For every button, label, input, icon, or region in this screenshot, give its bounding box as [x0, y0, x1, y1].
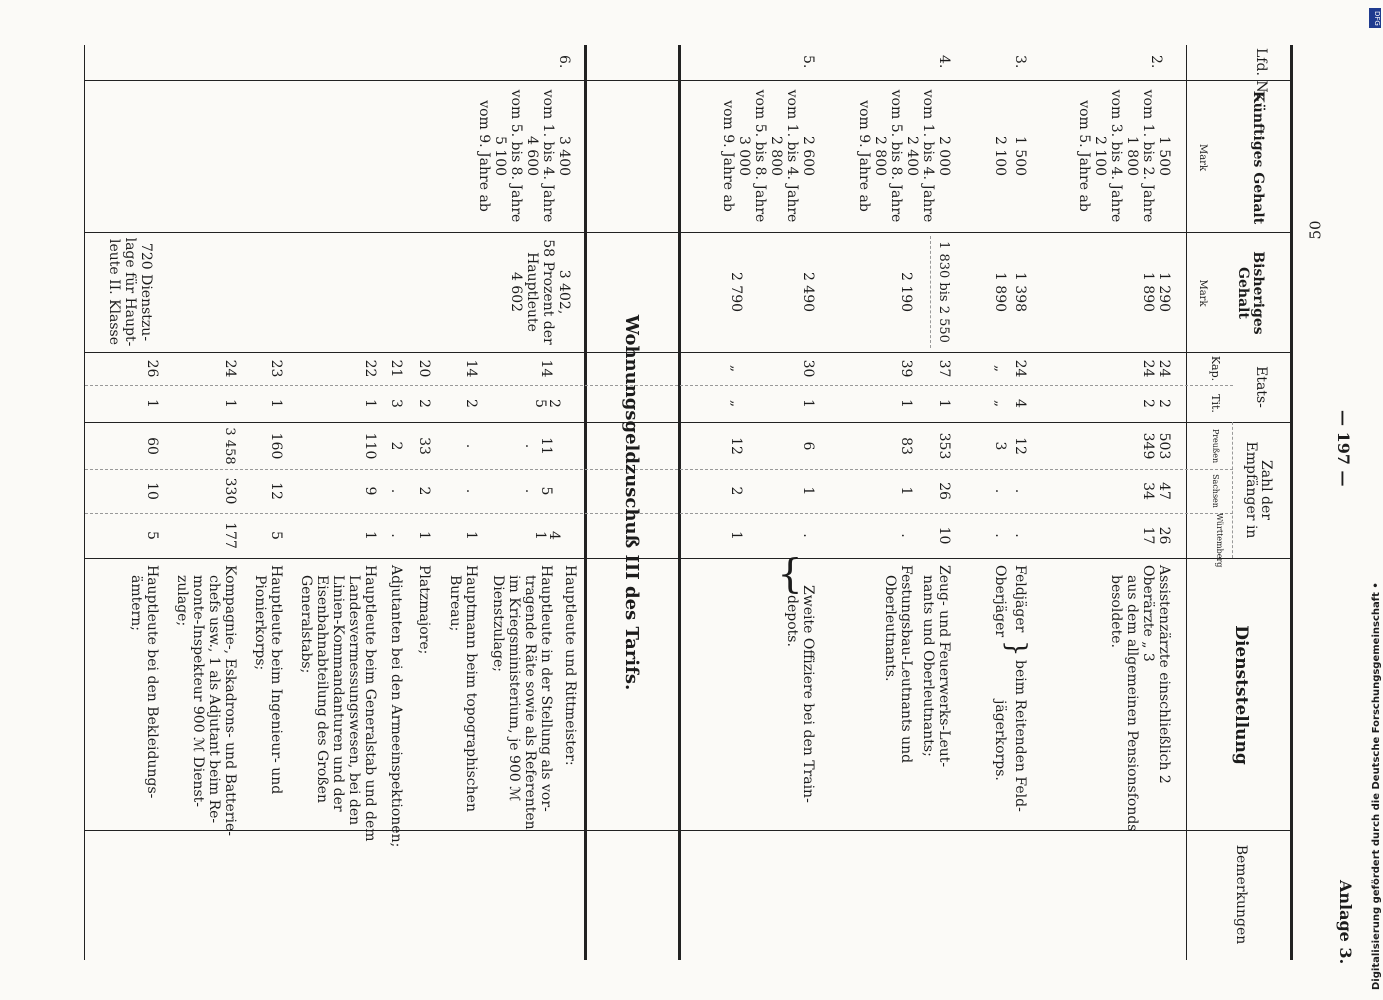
row-2-future-3: 1 800: [1124, 135, 1140, 177]
row-6-tit-5: 3: [388, 399, 404, 408]
page-number: — 197 —: [1334, 410, 1353, 487]
header-wuerttemberg: Württemberg: [1215, 513, 1224, 568]
dfg-logo: DFG: [1369, 8, 1381, 28]
row-6-wu-7: 5: [268, 531, 284, 540]
row-2-pos-1: Assistenzärzte einschließlich 2: [1156, 565, 1172, 784]
row-6-future-3: 4 600: [524, 135, 540, 177]
row-4-wu-2: .: [898, 533, 914, 538]
row-5-prev-2: 2 790: [728, 271, 744, 313]
col-sep-future: [85, 232, 1293, 233]
row-5-brace: {: [777, 551, 803, 598]
row-4-wu-1: 10: [936, 526, 952, 545]
row-3-sa-2: .: [992, 488, 1008, 494]
row-2-future-4: vom 3. bis 4. Jahre: [1108, 89, 1124, 223]
row-6-pos-20: zulage;: [174, 575, 190, 627]
digitization-note: Digitalisierung gefördert durch die Deutsche Forschungsgemeinschaft •: [1371, 582, 1382, 990]
row-3-kap-1: 24: [1012, 359, 1028, 378]
col-sep-etats: [85, 422, 1293, 423]
row-6-prev-extra-3: leute II. Klasse: [106, 238, 122, 346]
row-3-nr: 3.: [1012, 55, 1028, 69]
table-bottom-rule: [84, 45, 85, 960]
row-3-tit-2: „: [992, 399, 1008, 408]
footer-page-number: 50: [1306, 220, 1325, 240]
row-4-future-6: vom 9. Jahre ab: [856, 100, 872, 212]
row-5-prev-1: 2 490: [800, 271, 816, 313]
row-6-future-2: vom 1. bis 4. Jahre: [540, 89, 556, 223]
row-5-pos-2: depots.: [784, 595, 800, 647]
row-3-pr-2: 3: [992, 441, 1008, 451]
row-3-brace: }: [1001, 640, 1031, 657]
row-2-tit-1: 2: [1156, 399, 1172, 408]
row-4-prev-divider: [930, 236, 931, 348]
row-6-pr-2: .: [522, 443, 538, 449]
row-6-kap-1: 14: [538, 359, 554, 378]
row-6-kap-2: 14: [463, 359, 479, 378]
row-5-tit-1: 1: [800, 399, 816, 408]
row-6-pos-21: Hauptleute bei den Bekleidungs-: [144, 565, 160, 799]
row-5-kap-1: 30: [800, 359, 816, 378]
row-4-pos-1: Zeug- und Feuerwerks-Leut-: [936, 565, 952, 768]
row-5-pr-2: 12: [728, 437, 744, 455]
row-6-future-4: vom 5. bis 8. Jahre: [508, 89, 524, 223]
row-6-sa-2: .: [522, 488, 538, 494]
row-6-sa-9: 10: [144, 482, 160, 500]
row-2-pos-3: aus dem allgemeinen Pensionsfonds: [1124, 575, 1140, 832]
row-6-wu-1: 4: [546, 531, 562, 540]
row-6-pos-3: tragende Räte sowie als Referenten: [522, 575, 538, 830]
header-etats: Etats-: [1253, 366, 1269, 408]
row-3-wu-1: .: [1012, 533, 1028, 538]
row-6-prev-2: 58 Prozent der: [540, 239, 556, 345]
row-6-pr-1: 11: [538, 437, 554, 455]
header-position: Dienststellung: [1231, 625, 1251, 765]
row-6-wu-9: 5: [144, 531, 160, 540]
row-5-tit-2: „: [728, 399, 744, 408]
header-future-unit: Mark: [1197, 143, 1208, 172]
row-5-pr-1: 6: [800, 441, 816, 451]
row-2-pos-4: besoldete.: [1108, 575, 1124, 648]
row-2-prev-2: 1 890: [1140, 271, 1156, 313]
row-6-pos-18: chefs usw., 1 als Adjutant beim Re-: [206, 575, 222, 824]
row-6-pos-4: im Kriegsministerium, je 900 ℳ: [506, 575, 522, 802]
row-6-pos-22: ämtern;: [128, 575, 144, 631]
row-6-pr-4: 33: [416, 437, 432, 455]
row-6-pos-11: Landesvermessungswesen, bei den: [346, 575, 362, 826]
header-recipients: Zahl der Empfänger in: [1243, 441, 1274, 539]
row-5-kap-2: „: [728, 364, 744, 373]
row-6-tit-8: 1: [222, 399, 238, 408]
row-3-kap-2: „: [992, 364, 1008, 373]
row-6-nr: 6.: [556, 55, 572, 69]
header-previous-unit: Mark: [1197, 279, 1208, 307]
row-6-future-6: vom 9. Jahre ab: [476, 100, 492, 212]
header-nr: Lfd. Nr.: [1253, 48, 1269, 103]
row-3-prev-1: 1 398: [1012, 271, 1028, 313]
row-4-prev-2: 2 190: [898, 271, 914, 313]
row-2-future-5: 2 100: [1092, 135, 1108, 177]
row-6-pr-6: 110: [362, 432, 378, 460]
recipients-sub-rule: [1232, 422, 1233, 558]
row-2-future-6: vom 5. Jahre ab: [1076, 100, 1092, 212]
row-4-kap-2: 39: [898, 359, 914, 378]
row-6-kap-7: 24: [222, 359, 238, 378]
row-6-tit-2: 5: [532, 399, 548, 408]
row-4-sa-1: 26: [936, 482, 952, 500]
section-rule-bottom: [584, 45, 587, 960]
row-6-pos-5: Dienstzulage;: [490, 575, 506, 672]
row-4-pos-2: nants und Oberleutnants;: [920, 575, 936, 757]
row-6-pos-17: Kompagnie-, Eskadrons- und Batterie-: [222, 565, 238, 836]
row-4-future-1: 2 000: [936, 135, 952, 177]
row-6-pr-5: 2: [388, 441, 404, 451]
row-6-kap-8: 26: [144, 359, 160, 378]
header-prussia: Preußen: [1211, 428, 1220, 464]
header-kap: Kap.: [1209, 355, 1222, 382]
row-6-tit-7: 1: [268, 399, 284, 408]
row-4-tit-1: 1: [936, 399, 952, 408]
row-2-future-2: vom 1. bis 2. Jahre: [1140, 89, 1156, 223]
row-3-future-2: 2 100: [992, 135, 1008, 177]
row-6-tit-3: 2: [463, 399, 479, 408]
row-3-pos-1: Feldjäger: [1012, 565, 1028, 633]
row-6-pos-16: Pionierkorps;: [252, 575, 268, 671]
row-3-prev-2: 1 890: [992, 271, 1008, 313]
col-sep-nr: [85, 80, 1293, 81]
row-3-future-1: 1 500: [1012, 135, 1028, 177]
row-6-future-5: 5 100: [492, 135, 508, 177]
row-5-wu-1: .: [800, 533, 816, 538]
row-4-kap-1: 37: [936, 359, 952, 378]
header-remarks: Bemerkungen: [1233, 844, 1249, 945]
header-bottom-rule: [1186, 45, 1187, 960]
row-6-prev-extra-2: lage für Haupt-: [122, 237, 138, 347]
row-6-kap-4: 21: [388, 359, 404, 378]
row-6-prev-extra-1: 720 Dienstzu-: [138, 242, 154, 342]
row-2-sa-1: 47: [1156, 482, 1172, 500]
row-3-pos-4: jägerkorps.: [992, 700, 1008, 781]
row-5-sa-2: 2: [728, 486, 744, 496]
row-6-sa-5: .: [388, 488, 404, 494]
row-6-pos-14: Generalstabs;: [298, 575, 314, 674]
row-2-pr-1: 503: [1156, 432, 1172, 460]
row-6-pr-3: .: [463, 443, 479, 449]
row-6-tit-1: 2: [546, 399, 562, 408]
row-5-future-4: vom 5. bis 8. Jahre: [752, 89, 768, 223]
row-4-future-4: vom 5. bis 8. Jahre: [888, 89, 904, 223]
table-top-rule: [1290, 45, 1293, 960]
row-6-pos-15: Hauptleute beim Ingenieur- und: [268, 565, 284, 795]
row-6-pos-2: Hauptleute in der Stellung als vor-: [538, 565, 554, 812]
row-2-kap-1: 24: [1156, 359, 1172, 378]
row-6-pos-13: Eisenbahnabteilung des Großen: [314, 575, 330, 803]
row-5-pos-1: Zweite Offiziere bei den Train-: [800, 585, 816, 803]
row-3-wu-2: .: [992, 533, 1008, 538]
section-rule-top: [678, 45, 681, 960]
row-6-pos-9: Adjutanten bei den Armeeinspektionen;: [388, 565, 404, 848]
header-previous-salary: Bisheriges Gehalt: [1235, 251, 1266, 335]
row-6-kap-3: 20: [416, 359, 432, 378]
row-2-pr-2: 349: [1140, 432, 1156, 460]
row-6-tit-4: 2: [416, 399, 432, 408]
row-6-sa-3: .: [463, 488, 479, 494]
row-6-wu-5: .: [388, 533, 404, 538]
row-4-future-2: vom 1. bis 4. Jahre: [920, 89, 936, 223]
row-2-pos-2: Oberärzte „ 3: [1140, 565, 1156, 662]
row-6-tit-9: 1: [144, 399, 160, 408]
row-6-kap-5: 22: [362, 359, 378, 378]
header-saxony: Sachsen: [1211, 474, 1220, 508]
row-6-wu-6: 1: [362, 531, 378, 540]
row-2-prev-1: 1 290: [1156, 271, 1172, 313]
row-6-pos-1: Hauptleute und Rittmeister:: [562, 565, 578, 766]
section-title: Wohnungsgeldzuschuß III des Tarifs.: [621, 314, 642, 691]
row-4-future-5: 2 800: [872, 135, 888, 177]
row-6-prev-3: Hauptleute: [524, 252, 540, 332]
row-2-nr: 2.: [1148, 55, 1164, 69]
col-sep-pr-sa: [85, 469, 1233, 470]
row-4-pos-3: Festungsbau-Leutnants und: [898, 565, 914, 764]
row-5-future-3: 2 800: [768, 135, 784, 177]
row-4-nr: 4.: [936, 55, 952, 69]
row-6-sa-4: 2: [416, 486, 432, 496]
row-4-tit-2: 1: [898, 399, 914, 408]
row-5-future-5: 3 000: [736, 135, 752, 177]
row-6-wu-3: 1: [463, 531, 479, 540]
row-5-nr: 5.: [800, 55, 816, 69]
row-6-future-1: 3 400: [556, 135, 572, 177]
row-5-future-1: 2 600: [800, 135, 816, 177]
col-sep-kap-tit: [85, 385, 1233, 386]
col-sep-sa-wu: [85, 513, 1233, 514]
row-3-pos-2: Oberjäger: [992, 565, 1008, 638]
row-6-wu-8: 177: [222, 522, 238, 549]
row-6-wu-4: 1: [416, 531, 432, 540]
row-2-wu-1: 26: [1156, 526, 1172, 545]
row-6-pr-7: 160: [268, 432, 284, 460]
header-future-salary: Künftiges Gehalt: [1250, 90, 1266, 225]
row-4-future-3: 2 400: [904, 135, 920, 177]
row-4-pr-1: 353: [936, 432, 952, 460]
row-6-pr-9: 60: [144, 437, 160, 455]
row-2-sa-2: 34: [1140, 482, 1156, 500]
row-3-pr-1: 12: [1012, 437, 1028, 455]
row-6-sa-1: 5: [538, 486, 554, 496]
row-6-pos-6: Hauptmann beim topographischen: [463, 565, 479, 812]
annex-label: Anlage 3.: [1336, 880, 1355, 965]
row-6-prev-4: 4 602: [508, 271, 524, 313]
row-4-pos-4: Oberleutnants.: [882, 575, 898, 682]
row-2-wu-2: 17: [1140, 526, 1156, 545]
row-5-wu-2: 1: [728, 531, 744, 540]
row-2-tit-2: 2: [1140, 399, 1156, 408]
row-4-pr-2: 83: [898, 437, 914, 455]
row-4-sa-2: 1: [898, 486, 914, 496]
row-5-future-6: vom 9. Jahre ab: [720, 100, 736, 212]
row-6-pos-8: Platzmajore;: [416, 565, 432, 655]
row-6-pr-8: 3 458: [222, 427, 237, 465]
col-sep-prev: [85, 352, 1293, 353]
header-tit: Tit.: [1209, 394, 1222, 413]
row-6-prev-1: 3 402,: [556, 269, 572, 315]
row-4-prev-1: 1 830 bis 2 550: [936, 241, 951, 343]
row-6-pos-19: monte-Inspekteur 900 ℳ Dienst-: [190, 575, 206, 808]
row-6-kap-6: 23: [268, 359, 284, 378]
row-6-sa-7: 12: [268, 482, 284, 500]
row-6-sa-8: 330: [222, 477, 238, 505]
row-3-sa-1: .: [1012, 488, 1028, 494]
row-3-tit-1: 4: [1012, 399, 1028, 408]
row-3-pos-3: beim Reitenden Feld-: [1012, 660, 1028, 812]
row-6-tit-6: 1: [362, 399, 378, 408]
row-5-sa-1: 1: [800, 486, 816, 496]
row-2-future-1: 1 500: [1156, 135, 1172, 177]
row-6-wu-2: 1: [532, 531, 548, 540]
row-6-pos-7: Bureau;: [447, 575, 463, 632]
row-5-future-2: vom 1. bis 4. Jahre: [784, 89, 800, 223]
row-2-kap-2: 24: [1140, 359, 1156, 378]
col-sep-recipients: [85, 558, 1293, 559]
row-6-pos-10: Hauptleute beim Generalstab und dem: [362, 565, 378, 842]
row-6-pos-12: Linien-Kommandanturen und der: [330, 575, 346, 812]
row-6-sa-6: 9: [362, 486, 378, 496]
col-sep-position: [85, 830, 1293, 831]
